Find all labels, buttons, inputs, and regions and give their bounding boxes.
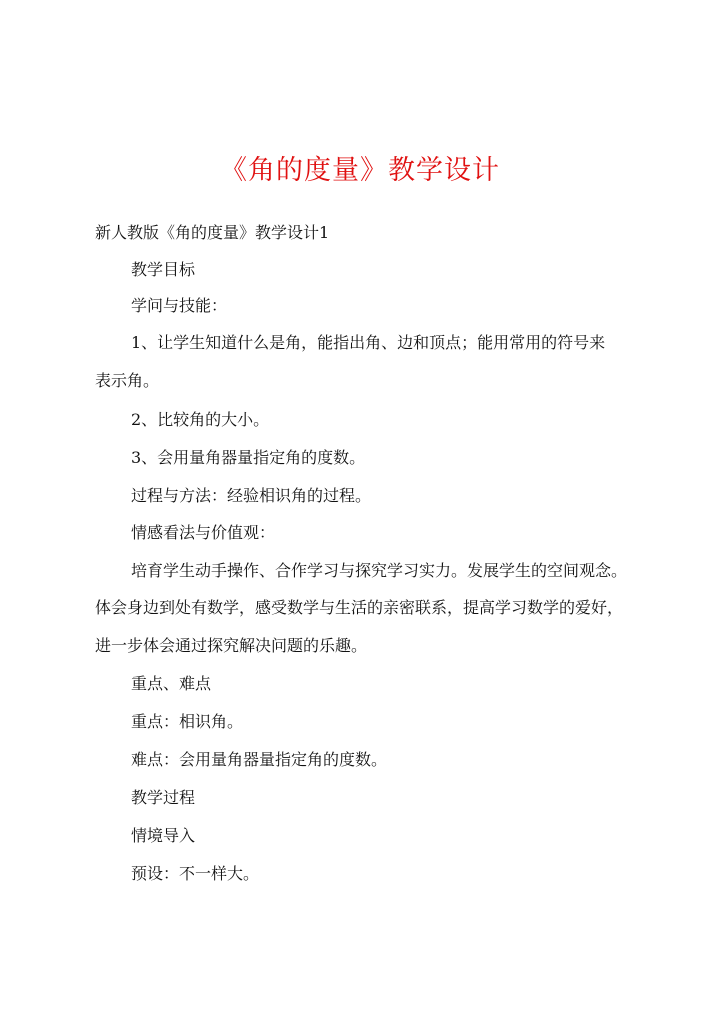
document-title: 《角的度量》教学设计 <box>220 155 500 186</box>
preset-line: 预设：不一样大。 <box>131 864 260 883</box>
key-points-heading: 重点、难点 <box>131 674 212 693</box>
difficulty-line: 难点：会用量角器量指定角的度数。 <box>131 750 388 769</box>
document-subtitle: 新人教版《角的度量》教学设计1 <box>95 223 330 242</box>
attitude-values-heading: 情感看法与价值观： <box>131 523 276 542</box>
teaching-process-heading: 教学过程 <box>131 788 196 807</box>
attitude-paragraph-line-3: 进一步体会通过探究解决问题的乐趣。 <box>95 636 368 655</box>
section-heading-objectives: 教学目标 <box>131 260 196 279</box>
objective-item-3: 3、会用量角器量指定角的度数。 <box>131 448 366 467</box>
attitude-paragraph-line-1: 培育学生动手操作、合作学习与探究学习实力。发展学生的空间观念。 <box>131 561 628 580</box>
process-method-line: 过程与方法：经验相识角的过程。 <box>131 486 372 505</box>
objective-item-2: 2、比较角的大小。 <box>131 410 270 429</box>
key-point-line: 重点：相识角。 <box>131 712 244 731</box>
objective-item-1: 1、让学生知道什么是角，能指出角、边和顶点；能用常用的符号来 <box>131 333 606 352</box>
subheading-knowledge-skills: 学问与技能： <box>131 296 228 315</box>
scenario-intro-heading: 情境导入 <box>131 826 196 845</box>
attitude-paragraph-line-2: 体会身边到处有数学，感受数学与生活的亲密联系，提高学习数学的爱好， <box>95 598 624 617</box>
objective-item-1-continued: 表示角。 <box>95 371 160 390</box>
